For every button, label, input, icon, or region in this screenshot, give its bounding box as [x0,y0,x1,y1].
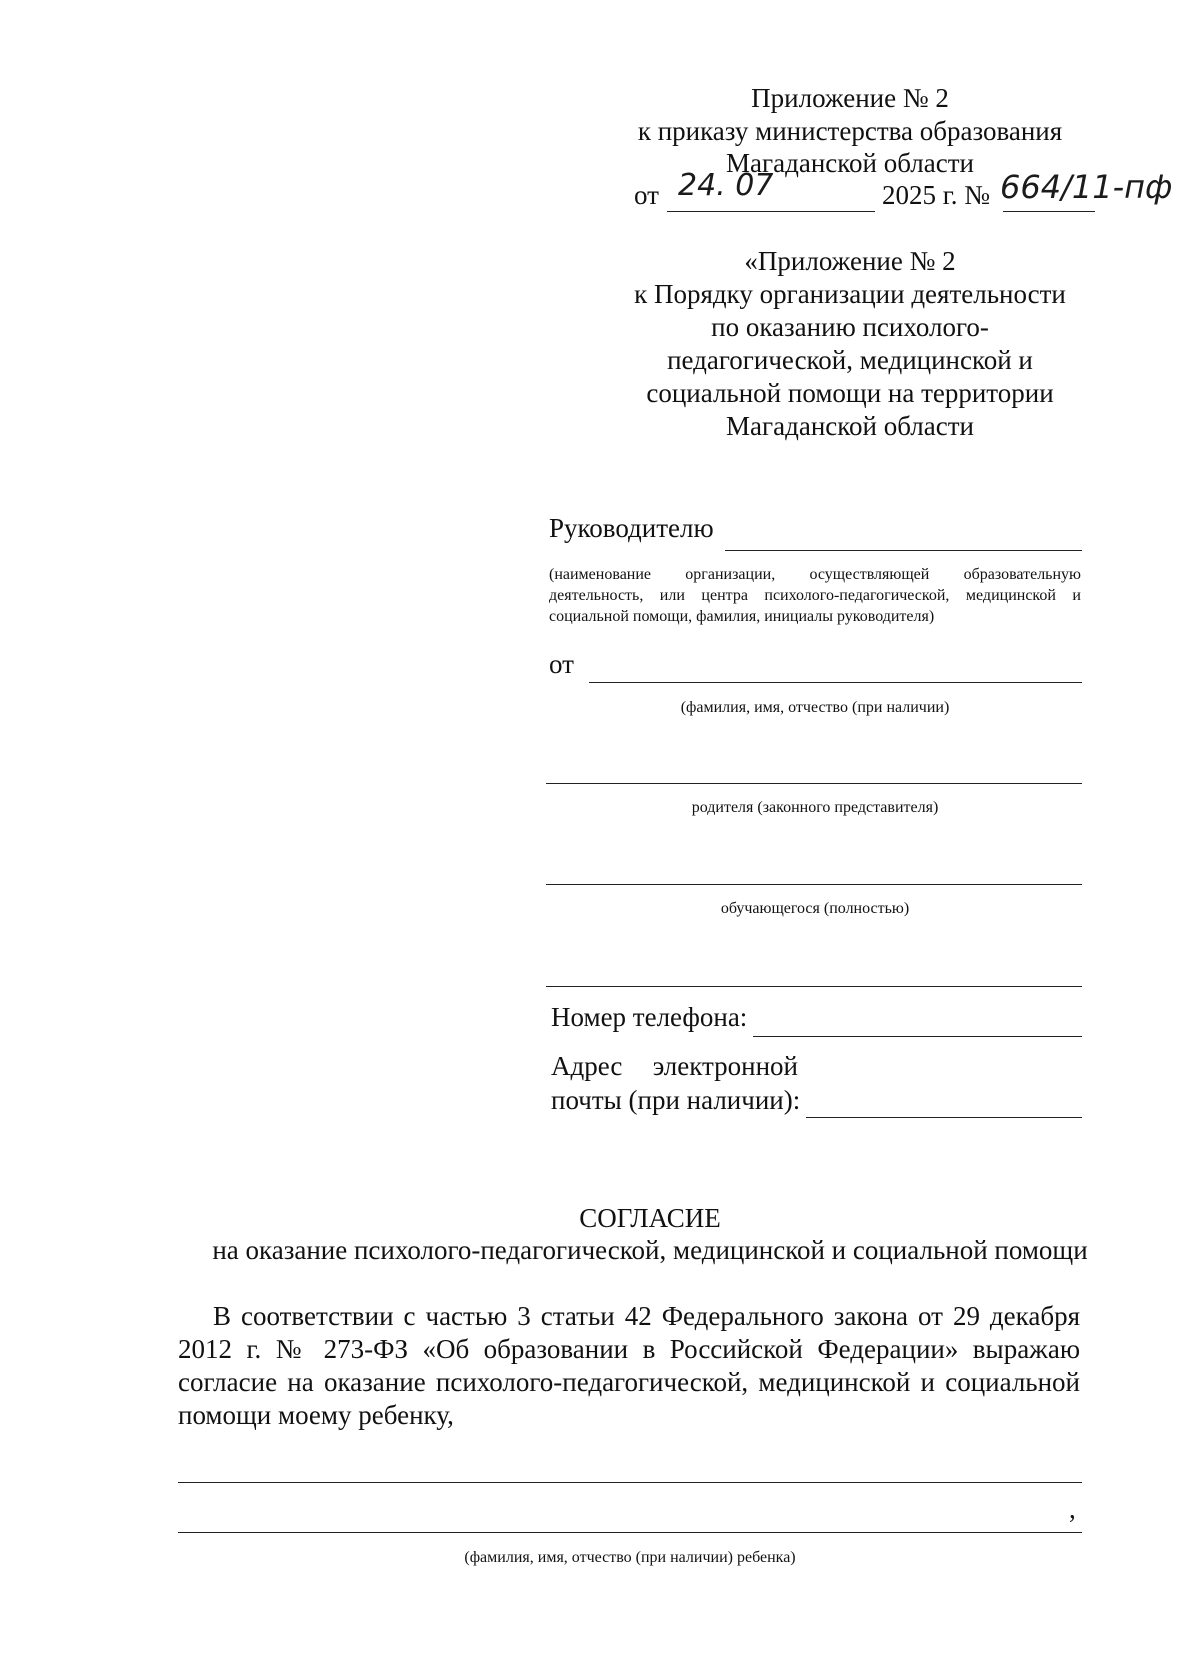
child-name-line-1[interactable] [178,1482,1082,1483]
region-name: Магаданской области [726,148,974,178]
head-label: Руководителю [549,513,714,543]
phone-line[interactable] [753,1036,1082,1037]
parent-caption: родителя (законного представителя) [691,799,939,816]
order-year: 2025 г. № [882,180,991,210]
child-name-comma: , [1069,1494,1076,1524]
applicant-name-line[interactable] [589,682,1082,683]
child-name-line-2[interactable] [178,1532,1082,1533]
email-line[interactable] [806,1117,1082,1118]
order-date-from-label: от [634,180,659,210]
inner-annex-line-2: к Порядку организации деятельности [634,279,1066,309]
inner-annex-line-1: «Приложение № 2 [744,246,956,276]
head-caption: (наименование организации, осуществляющей образовательную деятельность, или центра психолого-педагогической, медицинской и социальной помощи, фамилия, инициалы руководителя) [549,566,1081,625]
order-reference: к приказу министерства образования [637,116,1063,146]
annex-title: Приложение № 2 [751,83,949,113]
student-line-2[interactable] [546,986,1082,987]
inner-annex-line-5: социальной помощи на территории [646,378,1054,408]
child-fio-caption: (фамилия, имя, отчество (при наличии) ребенка) [464,1549,796,1566]
parent-line[interactable] [546,783,1082,784]
consent-subtitle: на оказание психолого-педагогической, медицинской и социальной помощи [212,1235,1088,1265]
student-caption: обучающегося (полностью) [720,900,910,917]
order-date-handwritten: 24. 07 [678,168,774,203]
applicant-fio-caption: (фамилия, имя, отчество (при наличии) [680,699,950,716]
consent-body: В соответствии с частью 3 статьи 42 Федерального закона от 29 декабря 2012 г. № 273-ФЗ «Об образовании в Российской Федерации» выражаю согласие на оказание психолого-педагогической, медицинской и социальной помощи моему ребенку, [178,1301,1080,1430]
applicant-from-label: от [549,649,574,679]
order-date-line [667,211,875,212]
order-number-line [1003,211,1095,212]
inner-annex-line-3: по оказанию психолого- [711,312,989,342]
order-number-handwritten: 664/11-пф [1000,168,1173,206]
inner-annex-line-4: педагогической, медицинской и [667,345,1033,375]
email-label-line-1: Адрес электронной [551,1051,798,1081]
email-label-line-2: почты (при наличии): [551,1085,801,1115]
student-line[interactable] [546,884,1082,885]
phone-label: Номер телефона: [551,1002,748,1032]
head-name-line[interactable] [725,550,1082,551]
consent-title: СОГЛАСИЕ [579,1203,721,1233]
inner-annex-line-6: Магаданской области [726,411,974,441]
